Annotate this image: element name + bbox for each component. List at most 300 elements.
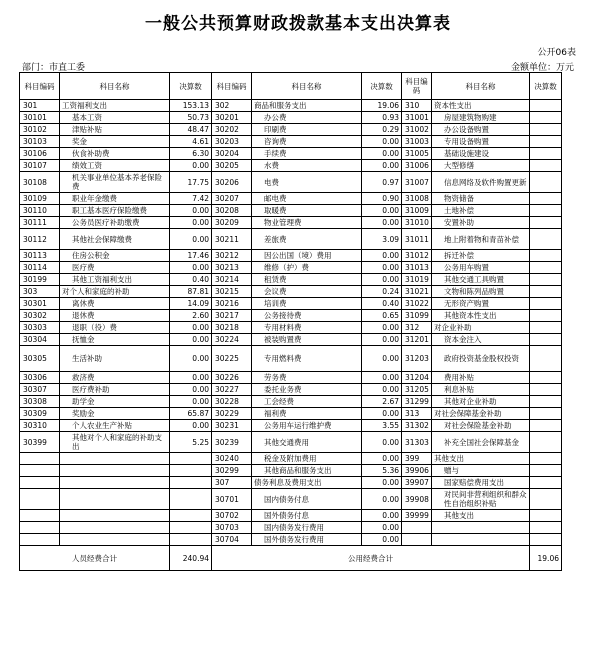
cell-code-2: 30704 (212, 534, 252, 546)
personnel-total-label: 人员经费合计 (20, 546, 170, 571)
cell-amount-3 (530, 420, 562, 432)
cell-amount-2: 0.00 (362, 262, 402, 274)
cell-name-3: 补充全国社会保障基金 (432, 432, 530, 453)
cell-code-3: 31011 (402, 229, 432, 250)
cell-name-1: 其他社会保障缴费 (60, 229, 170, 250)
cell-code-2: 30216 (212, 298, 252, 310)
table-row (20, 396, 562, 408)
cell-code-1: 303 (20, 286, 60, 298)
cell-amount-1: 0.00 (170, 160, 212, 172)
cell-amount-1 (170, 453, 212, 465)
cell-code-3: 31303 (402, 432, 432, 453)
table-row (20, 262, 562, 274)
cell-name-3: 文物和陈列品购置 (432, 286, 530, 298)
cell-amount-3 (530, 298, 562, 310)
cell-name-1: 公务员医疗补助缴费 (60, 217, 170, 229)
cell-code-1: 30102 (20, 124, 60, 136)
cell-code-2: 30209 (212, 217, 252, 229)
cell-amount-1 (170, 477, 212, 489)
cell-name-3: 其他支出 (432, 510, 530, 522)
cell-code-3: 31203 (402, 346, 432, 372)
cell-name-1: 职业年金缴费 (60, 193, 170, 205)
table-row (20, 322, 562, 334)
cell-name-1: 救济费 (60, 372, 170, 384)
cell-code-3: 31008 (402, 193, 432, 205)
cell-amount-1: 14.09 (170, 298, 212, 310)
header-row (20, 73, 562, 100)
cell-code-2: 30703 (212, 522, 252, 534)
cell-code-1: 30302 (20, 310, 60, 322)
cell-amount-2: 0.00 (362, 477, 402, 489)
cell-name-3: 对社会保障基金补助 (432, 408, 530, 420)
cell-name-2: 专用燃料费 (252, 346, 362, 372)
cell-amount-1: 0.00 (170, 420, 212, 432)
table-row (20, 205, 562, 217)
cell-amount-1 (170, 489, 212, 510)
cell-code-2: 30702 (212, 510, 252, 522)
cell-name-3: 资本金注入 (432, 334, 530, 346)
table-row (20, 310, 562, 322)
cell-name-1: 住房公积金 (60, 250, 170, 262)
cell-code-3: 39999 (402, 510, 432, 522)
cell-amount-1: 6.30 (170, 148, 212, 160)
cell-amount-2: 0.00 (362, 432, 402, 453)
cell-amount-2: 0.00 (362, 453, 402, 465)
cell-code-1: 30110 (20, 205, 60, 217)
cell-amount-2: 0.00 (362, 534, 402, 546)
cell-amount-1: 5.25 (170, 432, 212, 453)
cell-amount-2: 0.00 (362, 136, 402, 148)
cell-name-3: 利息补贴 (432, 384, 530, 396)
cell-name-1: 离休费 (60, 298, 170, 310)
header-name-1: 科目名称 (60, 73, 170, 100)
cell-amount-2: 0.65 (362, 310, 402, 322)
cell-amount-1: 87.81 (170, 286, 212, 298)
cell-code-2: 30225 (212, 346, 252, 372)
cell-amount-3 (530, 384, 562, 396)
expenditure-table (19, 72, 562, 571)
cell-name-2: 物业管理费 (252, 217, 362, 229)
table-row (20, 250, 562, 262)
cell-amount-1: 0.00 (170, 205, 212, 217)
cell-code-1: 30307 (20, 384, 60, 396)
cell-name-3: 公务用车购置 (432, 262, 530, 274)
cell-amount-2: 0.90 (362, 193, 402, 205)
cell-amount-2: 0.00 (362, 148, 402, 160)
cell-code-2: 30229 (212, 408, 252, 420)
cell-amount-2: 0.00 (362, 372, 402, 384)
cell-amount-3 (530, 522, 562, 534)
cell-code-3: 399 (402, 453, 432, 465)
cell-name-1: 津贴补贴 (60, 124, 170, 136)
table-row (20, 489, 562, 510)
table-row (20, 408, 562, 420)
cell-name-2: 债务利息及费用支出 (252, 477, 362, 489)
cell-code-2: 30239 (212, 432, 252, 453)
cell-name-2: 商品和服务支出 (252, 100, 362, 112)
cell-code-1: 30310 (20, 420, 60, 432)
cell-name-2: 邮电费 (252, 193, 362, 205)
table-row (20, 217, 562, 229)
cell-code-3: 31022 (402, 298, 432, 310)
cell-amount-2: 0.00 (362, 322, 402, 334)
cell-amount-2: 2.67 (362, 396, 402, 408)
cell-code-3: 313 (402, 408, 432, 420)
cell-name-3: 安置补助 (432, 217, 530, 229)
cell-name-3: 基础设施建设 (432, 148, 530, 160)
cell-code-2: 30701 (212, 489, 252, 510)
cell-code-1: 30306 (20, 372, 60, 384)
cell-amount-3 (530, 408, 562, 420)
header-name-2: 科目名称 (252, 73, 362, 100)
department-label: 部门：市直工委 (22, 63, 86, 73)
cell-amount-1: 4.61 (170, 136, 212, 148)
cell-code-1 (20, 453, 60, 465)
cell-name-3: 国家赔偿费用支出 (432, 477, 530, 489)
cell-code-1 (20, 510, 60, 522)
table-row (20, 274, 562, 286)
cell-amount-3 (530, 310, 562, 322)
cell-name-1: 其他工资福利支出 (60, 274, 170, 286)
cell-amount-3 (530, 322, 562, 334)
cell-name-1: 伙食补助费 (60, 148, 170, 160)
cell-amount-1 (170, 534, 212, 546)
cell-amount-3 (530, 160, 562, 172)
cell-code-3: 31002 (402, 124, 432, 136)
cell-amount-3 (530, 172, 562, 193)
cell-amount-3 (530, 510, 562, 522)
cell-code-2: 30211 (212, 229, 252, 250)
table-row (20, 298, 562, 310)
table-row (20, 229, 562, 250)
cell-code-3: 310 (402, 100, 432, 112)
cell-name-3 (432, 534, 530, 546)
cell-code-1: 30101 (20, 112, 60, 124)
cell-name-2: 会议费 (252, 286, 362, 298)
cell-name-1: 医疗费 (60, 262, 170, 274)
cell-name-2: 委托业务费 (252, 384, 362, 396)
cell-amount-1: 0.00 (170, 372, 212, 384)
cell-amount-1: 0.00 (170, 217, 212, 229)
cell-amount-1: 2.60 (170, 310, 212, 322)
cell-code-2: 30204 (212, 148, 252, 160)
cell-amount-3 (530, 453, 562, 465)
cell-code-3: 31012 (402, 250, 432, 262)
cell-code-1: 30304 (20, 334, 60, 346)
cell-name-1 (60, 522, 170, 534)
cell-name-1 (60, 477, 170, 489)
cell-name-2: 水费 (252, 160, 362, 172)
cell-name-1: 其他对个人和家庭的补助支出 (60, 432, 170, 453)
cell-name-2: 公务接待费 (252, 310, 362, 322)
cell-code-1: 30108 (20, 172, 60, 193)
cell-name-3: 赠与 (432, 465, 530, 477)
cell-code-2: 30201 (212, 112, 252, 124)
table-row (20, 193, 562, 205)
cell-code-2: 30218 (212, 322, 252, 334)
cell-name-2: 差旅费 (252, 229, 362, 250)
cell-code-1: 30303 (20, 322, 60, 334)
cell-name-1: 助学金 (60, 396, 170, 408)
cell-amount-1: 65.87 (170, 408, 212, 420)
cell-amount-2: 0.29 (362, 124, 402, 136)
cell-amount-2: 5.36 (362, 465, 402, 477)
cell-code-1 (20, 534, 60, 546)
cell-name-3: 对企业补助 (432, 322, 530, 334)
cell-name-2: 租赁费 (252, 274, 362, 286)
cell-code-1: 30111 (20, 217, 60, 229)
cell-code-1: 30309 (20, 408, 60, 420)
cell-name-2: 劳务费 (252, 372, 362, 384)
cell-code-1: 30109 (20, 193, 60, 205)
cell-amount-1: 0.40 (170, 274, 212, 286)
cell-code-2: 30205 (212, 160, 252, 172)
cell-code-2: 30215 (212, 286, 252, 298)
cell-code-2: 30240 (212, 453, 252, 465)
cell-code-3: 31204 (402, 372, 432, 384)
cell-code-3: 31010 (402, 217, 432, 229)
cell-code-1: 301 (20, 100, 60, 112)
cell-amount-3 (530, 346, 562, 372)
cell-code-2: 30224 (212, 334, 252, 346)
cell-name-3 (432, 522, 530, 534)
cell-amount-3 (530, 136, 562, 148)
cell-name-3: 房屋建筑物购建 (432, 112, 530, 124)
cell-amount-3 (530, 534, 562, 546)
cell-amount-2: 0.97 (362, 172, 402, 193)
cell-amount-2: 19.06 (362, 100, 402, 112)
cell-amount-3 (530, 229, 562, 250)
cell-name-1: 职工基本医疗保险缴费 (60, 205, 170, 217)
cell-code-1 (20, 522, 60, 534)
cell-amount-2: 0.00 (362, 250, 402, 262)
cell-code-3: 39907 (402, 477, 432, 489)
cell-code-3: 31007 (402, 172, 432, 193)
cell-amount-2: 0.00 (362, 384, 402, 396)
cell-code-2: 307 (212, 477, 252, 489)
table-row (20, 432, 562, 453)
cell-name-1: 基本工资 (60, 112, 170, 124)
cell-code-1: 30301 (20, 298, 60, 310)
cell-name-1: 奖金 (60, 136, 170, 148)
cell-amount-1: 17.46 (170, 250, 212, 262)
cell-code-2: 30226 (212, 372, 252, 384)
cell-code-2: 30228 (212, 396, 252, 408)
cell-name-3: 政府投资基金股权投资 (432, 346, 530, 372)
cell-code-2: 30231 (212, 420, 252, 432)
table-row (20, 477, 562, 489)
cell-code-1 (20, 477, 60, 489)
cell-code-1: 30113 (20, 250, 60, 262)
cell-name-2: 办公费 (252, 112, 362, 124)
cell-amount-1: 153.13 (170, 100, 212, 112)
cell-amount-3 (530, 205, 562, 217)
cell-name-3: 大型修缮 (432, 160, 530, 172)
cell-code-2: 302 (212, 100, 252, 112)
cell-code-3: 31006 (402, 160, 432, 172)
table-row (20, 112, 562, 124)
cell-amount-3 (530, 262, 562, 274)
table-row (20, 172, 562, 193)
cell-code-3: 312 (402, 322, 432, 334)
cell-amount-3 (530, 274, 562, 286)
cell-code-1: 30112 (20, 229, 60, 250)
cell-code-1: 30199 (20, 274, 60, 286)
cell-name-2: 国内债务发行费用 (252, 522, 362, 534)
cell-code-2: 30212 (212, 250, 252, 262)
header-amount-1: 决算数 (170, 73, 212, 100)
cell-amount-1 (170, 465, 212, 477)
cell-amount-2: 0.00 (362, 408, 402, 420)
cell-amount-3 (530, 250, 562, 262)
cell-name-3: 其他交通工具购置 (432, 274, 530, 286)
cell-amount-2: 3.55 (362, 420, 402, 432)
cell-code-3: 31009 (402, 205, 432, 217)
cell-code-3: 31099 (402, 310, 432, 322)
cell-name-3: 地上附着物和青苗补偿 (432, 229, 530, 250)
cell-amount-1: 0.00 (170, 384, 212, 396)
cell-amount-3 (530, 112, 562, 124)
cell-amount-2: 0.00 (362, 274, 402, 286)
table-row (20, 384, 562, 396)
cell-code-1: 30106 (20, 148, 60, 160)
cell-code-3 (402, 522, 432, 534)
cell-amount-1: 0.00 (170, 322, 212, 334)
cell-name-3: 其他支出 (432, 453, 530, 465)
table-row (20, 534, 562, 546)
cell-code-2: 30203 (212, 136, 252, 148)
cell-name-2: 电费 (252, 172, 362, 193)
cell-name-1: 医疗费补助 (60, 384, 170, 396)
cell-amount-3 (530, 432, 562, 453)
personnel-total-value: 240.94 (170, 546, 212, 571)
cell-name-2: 被装购置费 (252, 334, 362, 346)
cell-name-3: 信息网络及软件购置更新 (432, 172, 530, 193)
cell-code-3: 31302 (402, 420, 432, 432)
cell-amount-1: 0.00 (170, 346, 212, 372)
table-row (20, 420, 562, 432)
cell-name-3: 其他资本性支出 (432, 310, 530, 322)
cell-amount-1: 17.75 (170, 172, 212, 193)
cell-amount-2: 0.00 (362, 217, 402, 229)
cell-code-1 (20, 465, 60, 477)
cell-name-1: 绩效工资 (60, 160, 170, 172)
cell-name-1: 奖励金 (60, 408, 170, 420)
cell-name-1: 退休费 (60, 310, 170, 322)
cell-name-1: 工资福利支出 (60, 100, 170, 112)
table-row (20, 124, 562, 136)
cell-amount-3 (530, 396, 562, 408)
cell-name-2: 其他商品和服务支出 (252, 465, 362, 477)
cell-name-2: 取暖费 (252, 205, 362, 217)
cell-name-2: 咨询费 (252, 136, 362, 148)
cell-code-2: 30227 (212, 384, 252, 396)
cell-name-1 (60, 534, 170, 546)
cell-amount-3 (530, 217, 562, 229)
table-row (20, 465, 562, 477)
cell-amount-3 (530, 124, 562, 136)
cell-amount-3 (530, 465, 562, 477)
table-row (20, 148, 562, 160)
cell-amount-2: 0.93 (362, 112, 402, 124)
table-number: 公开06表 (537, 48, 576, 58)
table-row (20, 286, 562, 298)
cell-name-1: 对个人和家庭的补助 (60, 286, 170, 298)
cell-amount-1: 7.42 (170, 193, 212, 205)
cell-code-3 (402, 534, 432, 546)
cell-amount-2: 3.09 (362, 229, 402, 250)
cell-amount-1: 50.73 (170, 112, 212, 124)
cell-name-2: 国内债务付息 (252, 489, 362, 510)
cell-amount-1 (170, 510, 212, 522)
cell-code-3: 31205 (402, 384, 432, 396)
cell-code-2: 30213 (212, 262, 252, 274)
cell-name-1 (60, 453, 170, 465)
header-name-3: 科目名称 (432, 73, 530, 100)
cell-code-1: 30399 (20, 432, 60, 453)
cell-code-1: 30305 (20, 346, 60, 372)
cell-code-2: 30214 (212, 274, 252, 286)
cell-code-1: 30103 (20, 136, 60, 148)
cell-name-2: 工会经费 (252, 396, 362, 408)
cell-name-1: 机关事业单位基本养老保险费 (60, 172, 170, 193)
cell-amount-3 (530, 477, 562, 489)
table-row (20, 160, 562, 172)
table-row (20, 346, 562, 372)
cell-name-2: 国外债务付息 (252, 510, 362, 522)
cell-code-2: 30206 (212, 172, 252, 193)
cell-amount-2: 0.00 (362, 510, 402, 522)
cell-code-2: 30202 (212, 124, 252, 136)
header-code-1: 科目编码 (20, 73, 60, 100)
table-row (20, 334, 562, 346)
cell-code-1: 30107 (20, 160, 60, 172)
cell-name-1: 抚恤金 (60, 334, 170, 346)
totals-row (20, 546, 562, 571)
cell-name-3: 资本性支出 (432, 100, 530, 112)
cell-code-3: 39908 (402, 489, 432, 510)
cell-name-2: 福利费 (252, 408, 362, 420)
cell-name-3: 对民间非营利组织和群众性自治组织补贴 (432, 489, 530, 510)
table-row (20, 372, 562, 384)
cell-amount-3 (530, 489, 562, 510)
cell-amount-3 (530, 148, 562, 160)
header-code-3: 科目编码 (402, 73, 432, 100)
cell-name-2: 印刷费 (252, 124, 362, 136)
cell-code-1: 30308 (20, 396, 60, 408)
cell-code-3: 31001 (402, 112, 432, 124)
cell-amount-2: 0.24 (362, 286, 402, 298)
cell-amount-1: 48.47 (170, 124, 212, 136)
cell-amount-2: 0.00 (362, 334, 402, 346)
unit-label: 金额单位：万元 (510, 63, 574, 73)
cell-name-1 (60, 489, 170, 510)
cell-name-2: 培训费 (252, 298, 362, 310)
cell-name-3: 对社会保险基金补助 (432, 420, 530, 432)
cell-name-2: 税金及附加费用 (252, 453, 362, 465)
public-total-value: 19.06 (530, 546, 562, 571)
cell-name-2: 国外债务发行费用 (252, 534, 362, 546)
cell-name-3: 拆迁补偿 (432, 250, 530, 262)
cell-code-1 (20, 489, 60, 510)
cell-amount-3 (530, 372, 562, 384)
cell-name-1: 退职（役）费 (60, 322, 170, 334)
cell-name-2: 公务用车运行维护费 (252, 420, 362, 432)
cell-amount-3 (530, 193, 562, 205)
header-code-2: 科目编码 (212, 73, 252, 100)
cell-amount-2: 0.40 (362, 298, 402, 310)
cell-name-1 (60, 465, 170, 477)
